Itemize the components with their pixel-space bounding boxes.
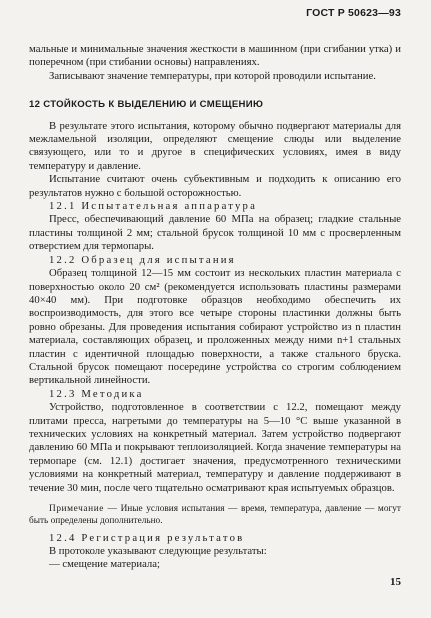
paragraph: В протоколе указывают следующие результаты:: [49, 545, 267, 557]
paragraph: мальные и минимальные значения жесткости в машинном (при сгибании утка) и поперечном (при стибании основы) направлениях.: [29, 43, 401, 69]
paragraph: В результате этого испытания, которому обычно подвергают материалы для межламельной изоляции, определяют смещение слюды или выделение связующего, или то и другое в специфических условиях, имея в виду температуру и давление.: [29, 119, 401, 172]
list-item: — смещение материала;: [49, 558, 160, 571]
subsection-title: 12.1 Испытательная аппаратура: [49, 200, 258, 213]
note-label: Примечание: [49, 504, 104, 514]
paragraph: Испытание считают очень субъективным и подходить к описанию его результатов нужно с большой осторожностью.: [29, 173, 401, 199]
paragraph: Записывают значение температуры, при которой проводили испытание.: [49, 69, 376, 82]
subsection-title: 12.4 Регистрация результатов: [49, 531, 245, 544]
paragraph: Пресс, обеспечивающий давление 60 МПа на образец; гладкие стальные пластины толщиной 2 мм; стальной брусок толщиной 10 мм с просверленным отверстием для термопары.: [29, 213, 401, 253]
page-number: 15: [390, 576, 401, 588]
standard-number: ГОСТ Р 50623—93: [306, 7, 401, 19]
note-text: — Иные условия испытания — время, температура, давление — могут быть определены дополнительно.: [29, 504, 401, 526]
document-body: [29, 43, 401, 572]
section-title: 12 СТОЙКОСТЬ К ВЫДЕЛЕНИЮ И СМЕЩЕНИЮ: [29, 99, 264, 111]
subsection-title: 12.3 Методика: [49, 387, 144, 400]
paragraph: Образец толщиной 12—15 мм состоит из нескольких пластин материала с поверхностью около 20 см² (рекомендуется использовать пластины размерами 40×40 мм). При подготовке образцов необходимо обеспечить их воспроизводимость, для этого все четыре стороны пластинки должны быть ровно обрезаны. Для проведения испытания собирают устройство из n пластин материала, составляющих образец, и проложенных между ними n+1 стальных пластин с идентичной площадью поверхности, а также стального бруска. Стальной брусок помещают посередине устройства со строгим соблюдением вертикальной линейности.: [29, 267, 401, 387]
paragraph: Устройство, подготовленное в соответствии с 12.2, помещают между плитами пресса, нагретыми до температуры на 5—10 °С выше указанной в технических условиях на конкретный материал. Затем устройство подвергают давлению 60 МПа и покрывают теплоизоляцией. Когда значение температуры на термопаре (см. 12.1) достигает значения, предусмотренного техническими условиями на конкретный материал, температуру и давление поддерживают в течение 30 мин, после чего тщательно осматривают края испытуемых образцов.: [29, 401, 401, 494]
subsection-title: 12.2 Образец для испытания: [49, 253, 236, 266]
note: [29, 504, 401, 528]
